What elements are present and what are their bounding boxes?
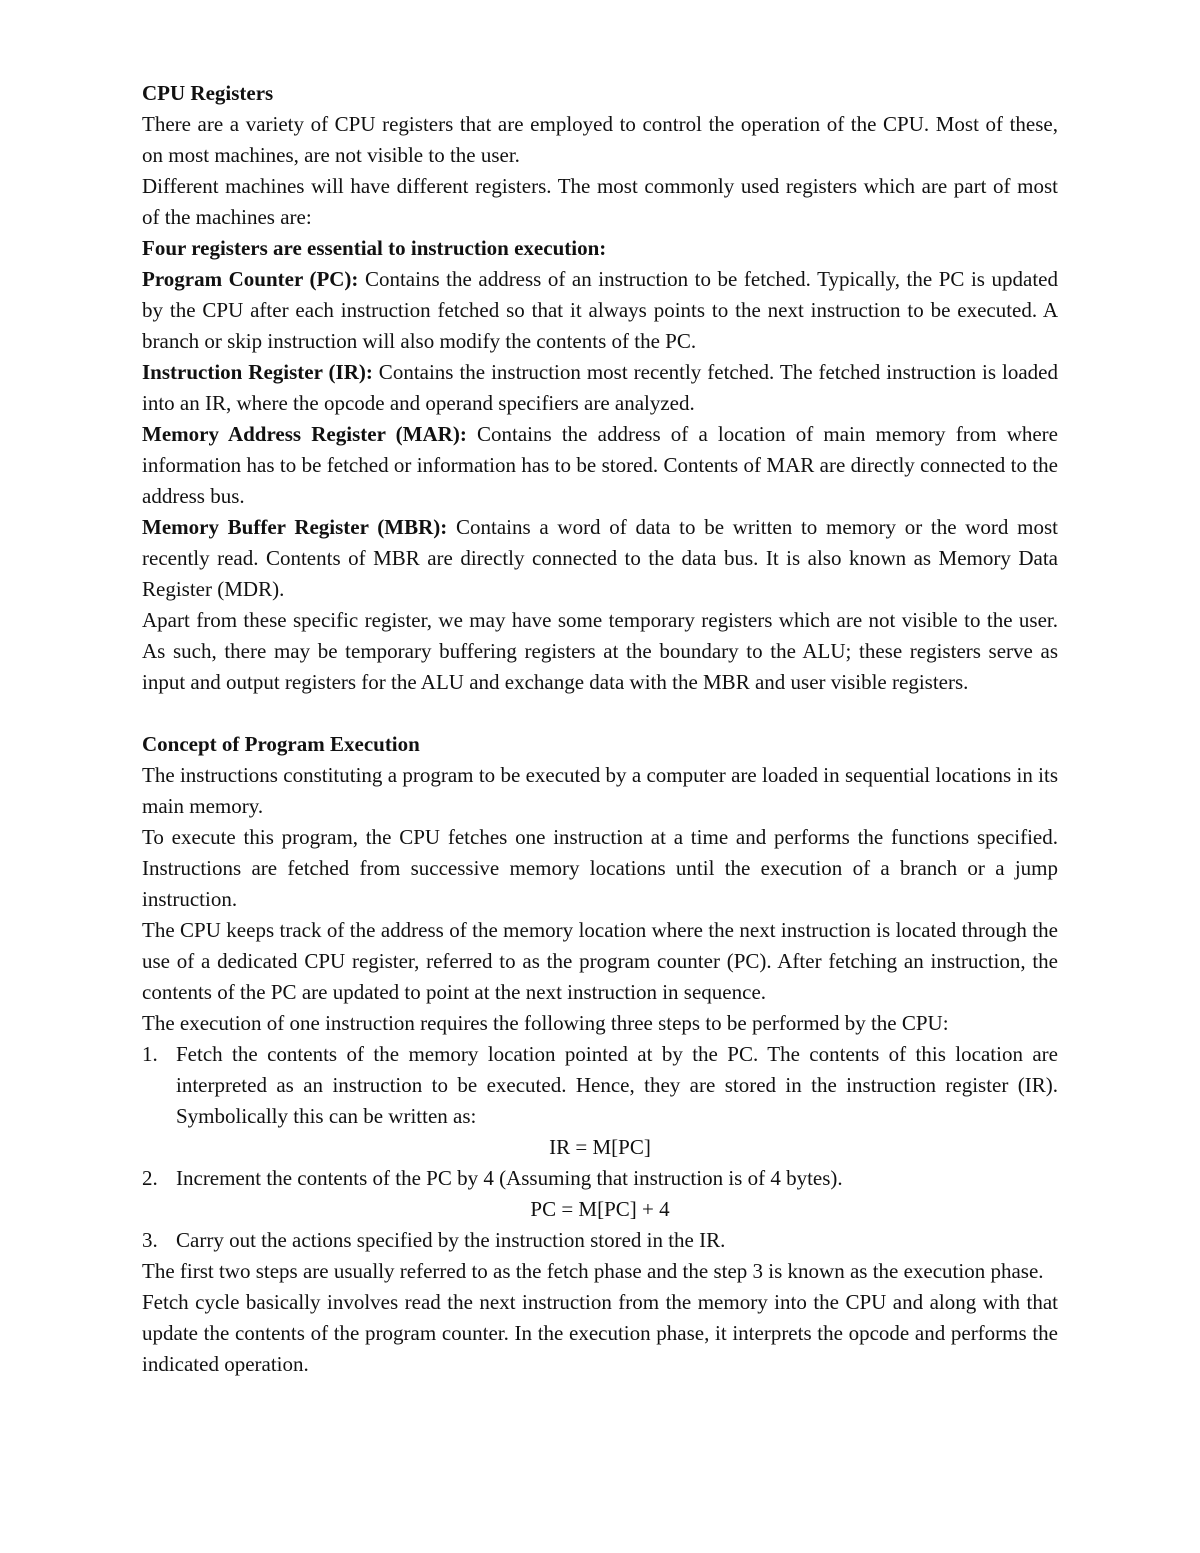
- intro-paragraph-1: There are a variety of CPU registers that are employed to control the operation of the CPU. Most of these, on most machines, are not visible to the user.: [142, 112, 1058, 167]
- execution-paragraph-6: Fetch cycle basically involves read the next instruction from the memory into the CPU and along with that update the contents of the program counter. In the execution phase, it interprets the opcode and performs the indicated operation.: [142, 1290, 1058, 1376]
- register-pc-paragraph: [142, 264, 1058, 357]
- list-item: [142, 1039, 1058, 1132]
- list-item: [142, 1225, 1058, 1256]
- step-number: 1.: [142, 1042, 158, 1066]
- step-text: Carry out the actions specified by the instruction stored in the IR.: [176, 1228, 726, 1252]
- register-mbr-description: Contains a word of data to be written to memory or the word most recently read. Contents of MBR are directly connected to the data bus. It is also known as Memory Data Register (MDR).: [142, 515, 1058, 601]
- execution-steps-list: [142, 1039, 1058, 1256]
- register-ir-description: Contains the instruction most recently fetched. The fetched instruction is loaded into an IR, where the opcode and operand specifiers are analyzed.: [142, 360, 1058, 415]
- formula-ir: IR = M[PC]: [549, 1135, 651, 1159]
- register-ir-paragraph: [142, 357, 1058, 419]
- execution-paragraph-3: The CPU keeps track of the address of the memory location where the next instruction is located through the use of a dedicated CPU register, referred to as the program counter (PC). After fetching an instruction, the contents of the PC are updated to point at the next instruction in sequence.: [142, 918, 1058, 1004]
- essential-registers-heading: Four registers are essential to instruction execution:: [142, 236, 607, 260]
- execution-paragraph-4: The execution of one instruction requires the following three steps to be performed by the CPU:: [142, 1011, 949, 1035]
- register-ir-term: Instruction Register (IR):: [142, 360, 373, 384]
- intro-paragraph-2: Different machines will have different registers. The most commonly used registers which are part of most of the machines are:: [142, 174, 1058, 229]
- register-mar-description: Contains the address of a location of main memory from where information has to be fetched or information has to be stored. Contents of MAR are directly connected to the address bus.: [142, 422, 1058, 508]
- register-pc-term: Program Counter (PC):: [142, 267, 359, 291]
- register-pc-description: Contains the address of an instruction to be fetched. Typically, the PC is updated by the CPU after each instruction fetched so that it always points to the next instruction to be executed. A branch or skip instruction will also modify the contents of the PC.: [142, 267, 1058, 353]
- register-mar-paragraph: [142, 419, 1058, 512]
- register-mar-term: Memory Address Register (MAR):: [142, 422, 467, 446]
- register-mbr-term: Memory Buffer Register (MBR):: [142, 515, 448, 539]
- temporary-registers-paragraph: Apart from these specific register, we may have some temporary registers which are not visible to the user. As such, there may be temporary buffering registers at the boundary to the ALU; these registers serve as input and output registers for the ALU and exchange data with the MBR and user visible registers.: [142, 608, 1058, 694]
- section-title-cpu-registers: CPU Registers: [142, 81, 274, 105]
- step-text: Increment the contents of the PC by 4 (Assuming that instruction is of 4 bytes).: [176, 1166, 843, 1190]
- register-mbr-paragraph: [142, 512, 1058, 605]
- list-item: [142, 1163, 1058, 1194]
- formula-pc: PC = M[PC] + 4: [530, 1197, 670, 1221]
- execution-paragraph-2: To execute this program, the CPU fetches one instruction at a time and performs the functions specified. Instructions are fetched from successive memory locations until the execution of a branch or a jump instruction.: [142, 825, 1058, 911]
- section-title-program-execution: Concept of Program Execution: [142, 732, 420, 756]
- step-number: 2.: [142, 1166, 158, 1190]
- execution-paragraph-1: The instructions constituting a program to be executed by a computer are loaded in sequential locations in its main memory.: [142, 763, 1058, 818]
- section-spacer: [142, 698, 1058, 729]
- step-number: 3.: [142, 1228, 158, 1252]
- execution-paragraph-5: The first two steps are usually referred to as the fetch phase and the step 3 is known as the execution phase.: [142, 1259, 1044, 1283]
- step-text: Fetch the contents of the memory location pointed at by the PC. The contents of this location are interpreted as an instruction to be executed. Hence, they are stored in the instruction register (IR). Symbolically this can be written as:: [176, 1042, 1058, 1128]
